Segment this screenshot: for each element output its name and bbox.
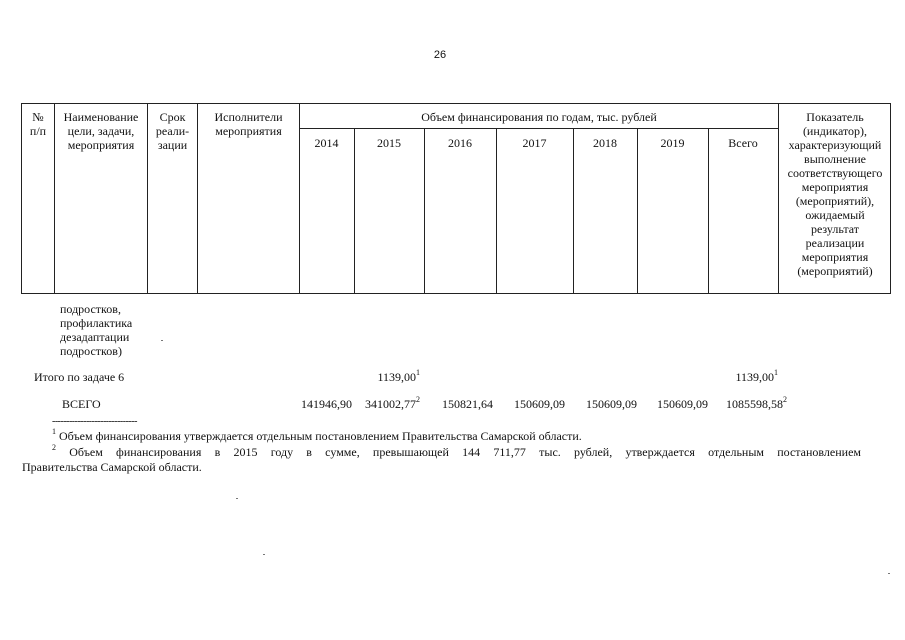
task-total-2015 — [377, 370, 420, 385]
value: 1085598,58 — [726, 397, 783, 411]
task-total-sum — [735, 370, 778, 385]
year-2014: 2014 — [314, 136, 339, 150]
header-term: Срок реали- зации — [155, 110, 190, 152]
footnote-text: Объем финансирования утверждается отдельным постановлением Правительства Самарской области. — [59, 429, 582, 443]
footnote-ref: 1 — [774, 368, 778, 377]
value: 341002,77 — [365, 397, 416, 411]
scan-speck — [888, 573, 890, 574]
year-divider — [354, 128, 355, 294]
grand-total-2014: 141946,90 — [301, 397, 352, 411]
header-executors: Исполнители мероприятия — [214, 110, 283, 138]
footnote-ref: 2 — [783, 395, 787, 404]
grand-total-label: ВСЕГО — [62, 397, 101, 411]
grand-total-2017: 150609,09 — [514, 397, 565, 411]
year-2017: 2017 — [522, 136, 547, 150]
grand-total-2015 — [365, 397, 420, 412]
scan-speck — [263, 554, 265, 555]
header-name: Наименование цели, задачи, мероприятия — [63, 110, 139, 152]
value: 1139,00 — [377, 370, 416, 384]
grand-total-2018: 150609,09 — [586, 397, 637, 411]
year-divider — [637, 128, 638, 294]
header-number: № п/п — [29, 110, 47, 138]
grand-total-2016: 150821,64 — [442, 397, 493, 411]
page-number: 26 — [433, 49, 447, 61]
grand-total-sum — [726, 397, 787, 412]
year-2018: 2018 — [593, 136, 617, 150]
scan-speck — [161, 340, 163, 341]
footnote-2-line-2: Правительства Самарской области. — [22, 460, 202, 474]
footnote-ref: 2 — [416, 395, 420, 404]
year-divider — [573, 128, 574, 294]
funding-subheader-line — [299, 128, 778, 129]
year-total: Всего — [728, 136, 758, 150]
footnote-2-line-1 — [52, 445, 861, 460]
footnote-1 — [52, 429, 582, 444]
header-indicator: Показатель (индикатор), характеризующий выполнение соответствующего мероприятия (мероприятий), ожидаемый результат реализации мероприятия (мероприятий) — [787, 110, 883, 278]
year-2016: 2016 — [448, 136, 472, 150]
year-divider — [424, 128, 425, 294]
header-funding: Объем финансирования по годам, тыс. рублей — [421, 110, 657, 124]
footnote-text: Объем финансирования в 2015 году в сумме, превышающей 144 711,77 тыс. рублей, утверждается отдельным постановлением — [69, 445, 862, 459]
col-divider — [299, 103, 300, 294]
footnote-separator: ------------------------------ — [52, 416, 137, 427]
year-divider — [708, 128, 709, 294]
scan-speck — [236, 498, 238, 499]
continuation-text: подростков, профилактика дезадаптации подростков) — [60, 302, 133, 358]
year-2015: 2015 — [377, 136, 401, 150]
year-divider — [496, 128, 497, 294]
footnote-mark: 1 — [52, 427, 56, 436]
footnote-mark: 2 — [52, 443, 56, 452]
grand-total-2019: 150609,09 — [657, 397, 708, 411]
year-2019: 2019 — [660, 136, 685, 150]
value: 1139,00 — [735, 370, 774, 384]
footnote-ref: 1 — [416, 368, 420, 377]
task-total-label: Итого по задаче 6 — [34, 370, 125, 384]
